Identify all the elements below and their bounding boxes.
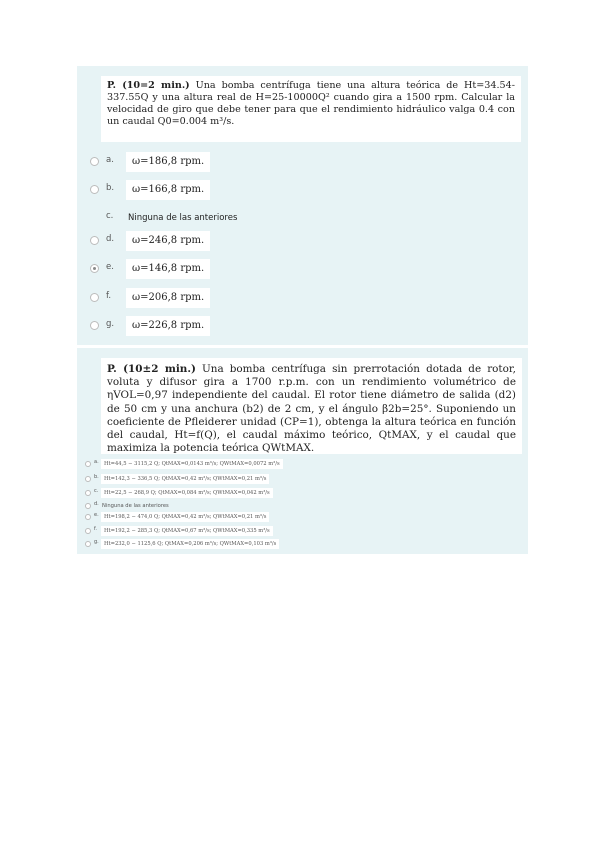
option-text: Ht=232,0 − 1125,6 Q; QtMAX=0,206 m³/s; QWtMAX=0,103 m³/s bbox=[101, 539, 279, 549]
radio-button[interactable] bbox=[85, 461, 91, 467]
radio-button[interactable] bbox=[85, 514, 91, 520]
option-text: ω=226,8 rpm. bbox=[126, 316, 210, 336]
option-text: Ht=142,3 − 336,5 Q; QtMAX=0,42 m³/s; QWtMAX=0,21 m³/s bbox=[101, 474, 269, 484]
option-text: Ht=44,5 − 3115,2 Q; QtMAX=0,0143 m³/s; QWtMAX=0,0072 m³/s bbox=[101, 459, 283, 469]
radio-button[interactable] bbox=[85, 476, 91, 482]
option-text: Ht=198,2 − 474,0 Q; QtMAX=0,42 m³/s; QWtMAX=0,21 m³/s bbox=[101, 512, 269, 522]
option-letter: e. bbox=[94, 512, 99, 518]
option-text: ω=186,8 rpm. bbox=[126, 152, 210, 172]
question-2-statement bbox=[101, 358, 522, 454]
option-letter: b. bbox=[106, 183, 115, 193]
radio-button[interactable] bbox=[90, 236, 99, 245]
option-letter: c. bbox=[106, 211, 114, 221]
radio-button-selected[interactable] bbox=[90, 264, 99, 273]
question-2-panel bbox=[77, 348, 528, 554]
option-text: Ninguna de las anteriores bbox=[128, 213, 238, 223]
radio-button[interactable] bbox=[90, 293, 99, 302]
option-text: Ht=192,2 − 285,3 Q; QtMAX=0,67 m³/s; QWtMAX=0,335 m³/s bbox=[101, 526, 273, 536]
radio-button[interactable] bbox=[85, 541, 91, 547]
radio-button[interactable] bbox=[85, 490, 91, 496]
radio-button[interactable] bbox=[90, 185, 99, 194]
option-letter: c. bbox=[94, 488, 99, 494]
option-letter: f. bbox=[94, 526, 97, 532]
option-text: Ninguna de las anteriores bbox=[102, 503, 169, 509]
option-letter: g. bbox=[94, 539, 99, 545]
radio-button[interactable] bbox=[90, 157, 99, 166]
option-text: ω=206,8 rpm. bbox=[126, 288, 210, 308]
radio-button[interactable] bbox=[85, 503, 91, 509]
option-text: ω=246,8 rpm. bbox=[126, 231, 210, 251]
option-text: ω=146,8 rpm. bbox=[126, 259, 210, 279]
radio-button[interactable] bbox=[90, 321, 99, 330]
option-letter: f. bbox=[106, 291, 112, 301]
option-letter: a. bbox=[106, 155, 114, 165]
question-1-statement bbox=[101, 76, 521, 142]
option-text: ω=166,8 rpm. bbox=[126, 180, 210, 200]
question-1-text: Una bomba centrífuga tiene una altura teórica de Ht=34.54-337.55Q y una altura real de H=25-10000Q² cuando gira a 1500 rpm. Calcular la velocidad de giro que debe tener para que el rendimiento hidráulico valga 0.4 con un caudal Q0=0.004 m³/s. bbox=[107, 80, 515, 127]
option-letter: d. bbox=[94, 501, 99, 507]
option-letter: g. bbox=[106, 319, 115, 329]
radio-button[interactable] bbox=[85, 528, 91, 534]
question-2-heading: P. (10±2 min.) bbox=[107, 363, 196, 375]
question-2-text: Una bomba centrífuga sin prerrotación dotada de rotor, voluta y difusor gira a 1700 r.p.m. con un rendimiento volumétrico de ηVOL=0,97 independiente del caudal. El rotor tiene diámetro de salida (d2) de 50 cm y una anchura (b2) de 2 cm, y el ángulo β2b=25°. Suponiendo un coeficiente de Pfleiderer unidad (CP=1), obtenga la altura teórica en función del caudal, Ht=f(Q), el caudal máximo teórico, QtMAX, y el caudal que maximiza la potencia teórica QWtMAX. bbox=[107, 363, 516, 455]
option-letter: e. bbox=[106, 262, 114, 272]
option-text: Ht=22,5 − 268,9 Q; QtMAX=0,084 m³/s; QWtMAX=0,042 m³/s bbox=[101, 488, 273, 498]
question-1-heading: P. (10=2 min.) bbox=[107, 80, 190, 91]
option-letter: d. bbox=[106, 234, 115, 244]
option-letter: b. bbox=[94, 474, 99, 480]
option-letter: a. bbox=[94, 459, 99, 465]
question-1-panel bbox=[77, 66, 528, 345]
